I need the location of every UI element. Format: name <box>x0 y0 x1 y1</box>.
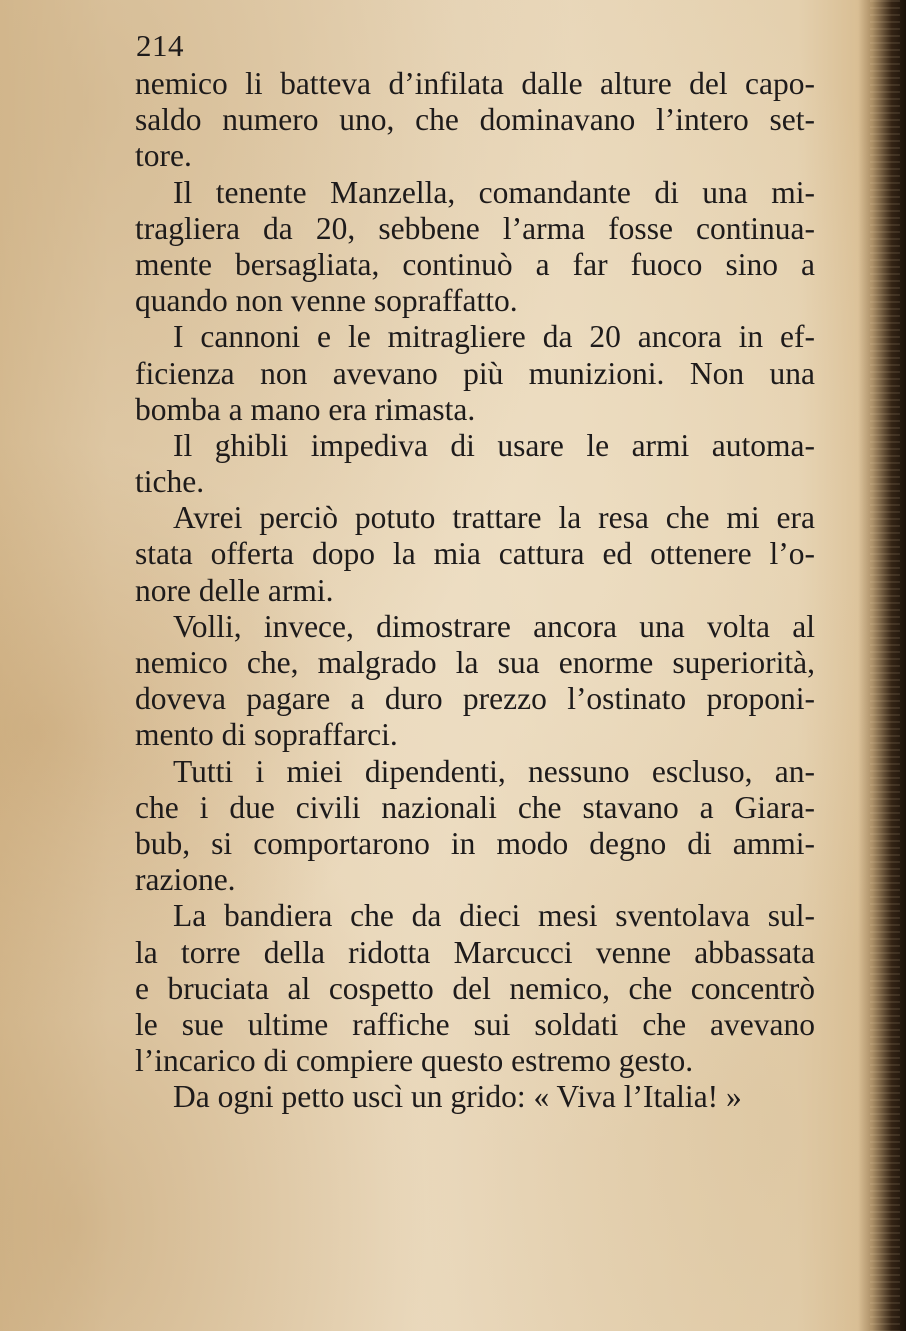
text-line: razione. <box>135 862 236 898</box>
page-edge-texture <box>870 0 900 1331</box>
text-line: nemico che, malgrado la sua enorme superiorità, <box>135 645 815 680</box>
text-line: La bandiera che da dieci mesi sventolava sul- <box>173 898 815 934</box>
text-line: ficienza non avevano più munizioni. Non una <box>135 355 815 391</box>
text-line: la torre della ridotta Marcucci venne abbassata <box>135 934 815 970</box>
text-line: nore delle armi. <box>135 572 334 608</box>
text-line: l’incarico di compiere questo estremo gesto. <box>135 1043 694 1079</box>
text-line: Tutti i miei dipendenti, nessuno escluso, an- <box>173 753 815 789</box>
text-line: doveva pagare a duro prezzo l’ostinato proponi- <box>135 681 815 717</box>
text-line: Volli, invece, dimostrare ancora una volta al <box>173 608 815 644</box>
body-text <box>135 66 815 1115</box>
text-line: bomba a mano era rimasta. <box>135 391 476 427</box>
text-line: e bruciata al cospetto del nemico, che concentrò <box>135 970 815 1006</box>
page-number: 214 <box>136 28 184 63</box>
text-line: Il ghibli impediva di usare le armi automa- <box>173 427 815 463</box>
text-line: tiche. <box>135 464 205 500</box>
text-line: le sue ultime raffiche sui soldati che avevano <box>135 1006 815 1042</box>
text-line: mente bersagliata, continuò a far fuoco sino a <box>135 246 815 282</box>
text-line: Da ogni petto uscì un grido: « Viva l’Italia! » <box>173 1079 742 1115</box>
text-line: quando non venne sopraffatto. <box>135 283 518 319</box>
text-line: tragliera da 20, sebbene l’arma fosse continua- <box>135 210 815 246</box>
text-line: stata offerta dopo la mia cattura ed ottenere l’o- <box>135 536 815 572</box>
text-line: bub, si comportarono in modo degno di ammi- <box>135 825 815 861</box>
text-line: saldo numero uno, che dominavano l’intero set- <box>135 102 815 138</box>
text-line: Il tenente Manzella, comandante di una mi- <box>173 174 815 210</box>
text-line: I cannoni e le mitragliere da 20 ancora in ef- <box>173 319 815 355</box>
text-line: che i due civili nazionali che stavano a Giara- <box>135 789 815 825</box>
text-line: nemico li batteva d’infilata dalle alture del capo- <box>135 66 815 101</box>
text-line: tore. <box>135 138 192 174</box>
text-line: mento di sopraffarci. <box>135 717 398 753</box>
text-line: Avrei perciò potuto trattare la resa che mi era <box>173 500 815 536</box>
